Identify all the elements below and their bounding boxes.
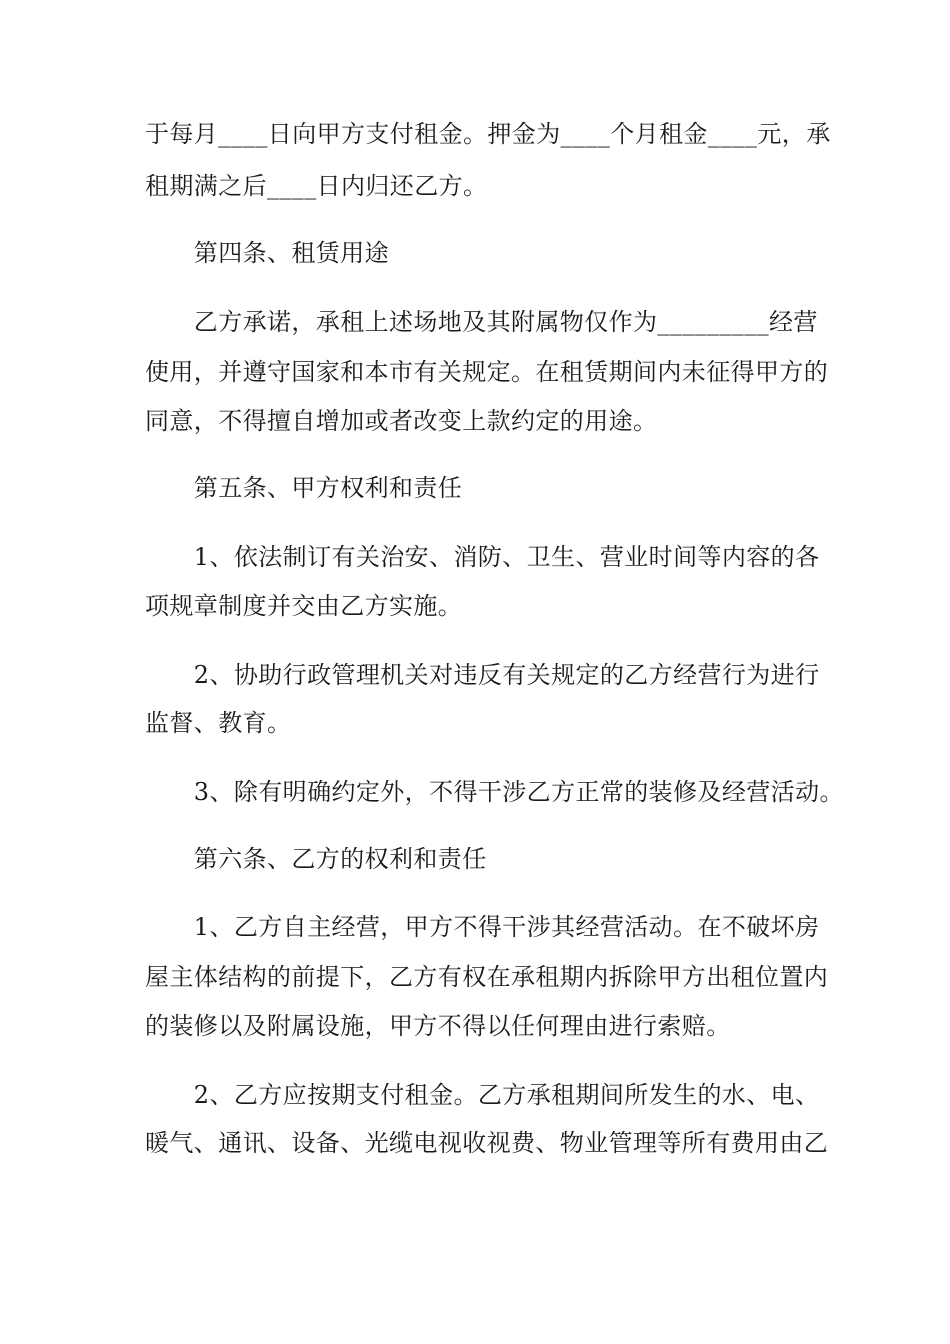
text-line: 租期满之后____日内归还乙方。 (145, 172, 488, 200)
text-line: 监督、教育。 (145, 709, 292, 737)
section-heading: 第六条、乙方的权利和责任 (145, 845, 487, 873)
text-line: 2、协助行政管理机关对违反有关规定的乙方经营行为进行 (145, 661, 820, 689)
text-line: 暖气、通讯、设备、光缆电视收视费、物业管理等所有费用由乙 (145, 1129, 829, 1157)
text-line: 屋主体结构的前提下，乙方有权在承租期内拆除甲方出租位置内 (145, 963, 829, 991)
text-line: 于每月____日向甲方支付租金。押金为____个月租金____元，承 (145, 120, 831, 148)
text-line: 2、乙方应按期支付租金。乙方承租期间所发生的水、电、 (145, 1081, 820, 1109)
text-line: 1、依法制订有关治安、消防、卫生、营业时间等内容的各 (145, 543, 820, 571)
text-line: 项规章制度并交由乙方实施。 (145, 592, 463, 620)
text-line: 1、乙方自主经营，甲方不得干涉其经营活动。在不破坏房 (145, 913, 820, 941)
text-line: 的装修以及附属设施，甲方不得以任何理由进行索赔。 (145, 1012, 731, 1040)
text-line: 同意，不得擅自增加或者改变上款约定的用途。 (145, 407, 658, 435)
section-heading: 第五条、甲方权利和责任 (145, 474, 463, 502)
section-heading: 第四条、租赁用途 (145, 239, 389, 267)
text-line: 3、除有明确约定外，不得干涉乙方正常的装修及经营活动。 (145, 778, 844, 806)
text-line: 乙方承诺，承租上述场地及其附属物仅作为_________经营 (145, 308, 818, 336)
text-line: 使用，并遵守国家和本市有关规定。在租赁期间内未征得甲方的 (145, 358, 829, 386)
